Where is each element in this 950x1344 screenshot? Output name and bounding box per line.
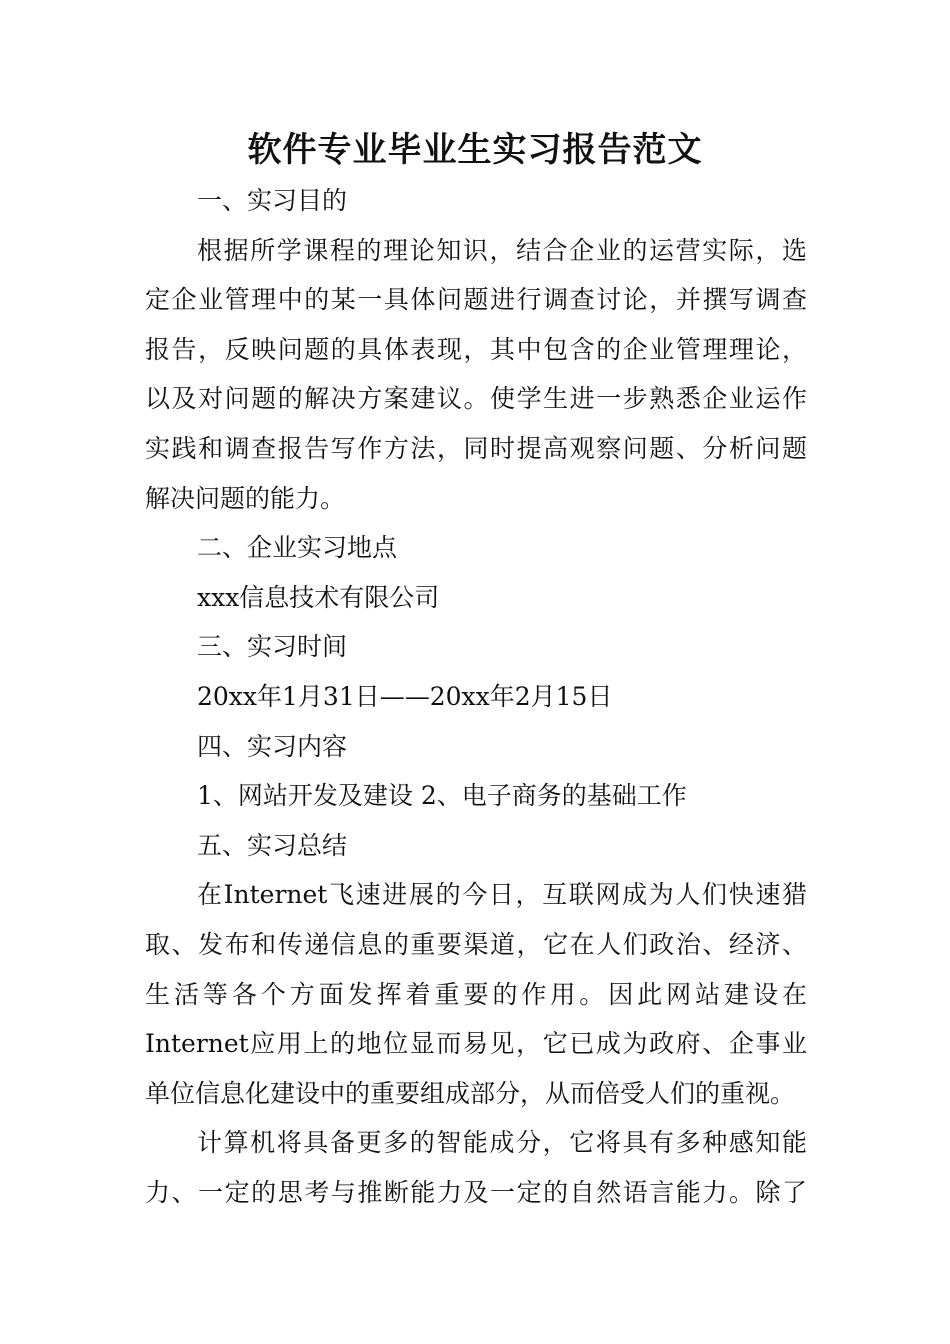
document-title: 软件专业毕业生实习报告范文 [247,130,703,170]
location-value: xxx信息技术有限公司 [197,582,440,612]
section-heading-purpose: 一、实习目的 [197,186,348,215]
paragraph-line: 定企业管理中的某一具体问题进行调查讨论，并撰写调查 [145,285,807,315]
section-heading-summary: 五、实习总结 [197,830,348,860]
paragraph-line: 计算机将具备更多的智能成分，它将具有多种感知能 [197,1128,807,1158]
paragraph-line: 以及对问题的解决方案建议。使学生进一步熟悉企业运作 [145,384,807,414]
paragraph-line: 单位信息化建设中的重要组成部分，从而倍受人们的重视。 [145,1078,796,1108]
document-body [145,176,807,1217]
paragraph-line: Internet应用上的地位显而易见，它已成为政府、企事业 [145,1029,807,1059]
paragraph-line: 解决问题的能力。 [145,483,346,513]
section-heading-time: 三、实习时间 [197,632,348,662]
paragraph-summary-1 [145,870,807,1118]
paragraph-summary-2 [145,1118,807,1217]
section-heading-content: 四、实习内容 [197,731,348,761]
paragraph-line: 在Internet飞速进展的今日，互联网成为人们快速猎 [197,880,807,910]
section-heading-location: 二、企业实习地点 [197,533,398,563]
paragraph-line: 根据所学课程的理论知识，结合企业的运营实际，选 [197,235,807,265]
paragraph-line: 报告，反映问题的具体表现，其中包含的企业管理理论， [145,334,807,364]
content-value: 1、网站开发及建设 2、电子商务的基础工作 [197,781,687,811]
paragraph-purpose [145,226,807,524]
paragraph-line: 力、一定的思考与推断能力及一定的自然语言能力。除了 [145,1177,807,1207]
paragraph-line: 取、发布和传递信息的重要渠道，它在人们政治、经济、 [145,929,807,959]
time-value: 20xx年1月31日——20xx年2月15日 [197,681,613,711]
paragraph-line: 实践和调查报告写作方法，同时提高观察问题、分析问题 [145,433,807,463]
paragraph-line: 生活等各个方面发挥着重要的作用。因此网站建设在 [145,979,807,1009]
